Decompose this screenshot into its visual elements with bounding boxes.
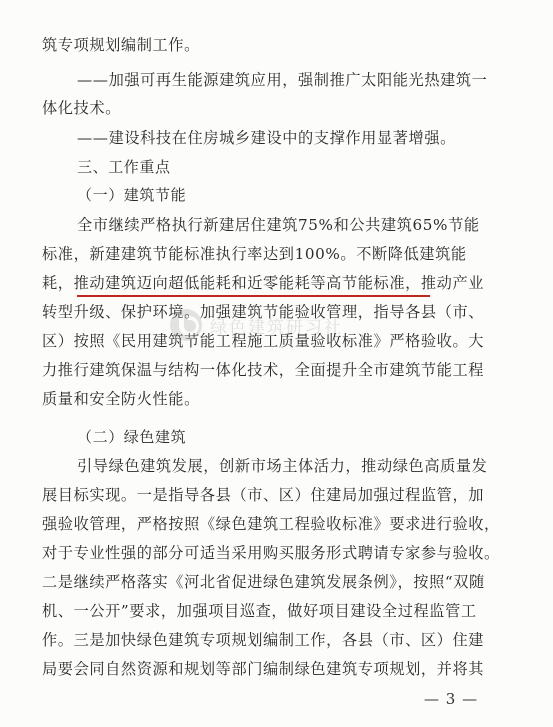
- section-heading: 三、工作重点: [77, 158, 171, 176]
- text-line-7: 全市继续严格执行新建居住建筑75%和公共建筑65%节能: [77, 216, 480, 234]
- red-underline: [77, 295, 430, 297]
- text-line-19: 二是继续严格落实《河北省促进绿色建筑发展条例》，按照“双随: [42, 573, 485, 591]
- subsection-heading-2: （二）绿色建筑: [77, 428, 187, 446]
- text-line-18: 对于专业性强的部分可适当采用购买服务形式聘请专家参与验收。: [42, 544, 500, 562]
- text-line-3: 体化技术。: [42, 99, 121, 117]
- text-line-9: 耗，推动建筑迈向超低能耗和近零能耗等高节能标准，推动产业: [42, 274, 485, 292]
- subsection-heading-1: （一）建筑节能: [77, 186, 187, 204]
- text-line-12: 力推行建筑保温与结构一体化技术，全面提升全市建筑节能工程: [42, 361, 485, 379]
- text-line-8: 标准，新建建筑节能标准执行率达到100%。不断降低建筑能: [42, 245, 467, 263]
- text-line-16: 展目标实现。一是指导各县（市、区）住建局加强过程监管，加: [42, 486, 485, 504]
- text-line-13: 质量和安全防火性能。: [42, 390, 200, 408]
- text-line-20: 机、一公开”要求，加强项目巡查，做好项目建设全过程监管工: [42, 602, 477, 620]
- text-line-11: 区）按照《民用建筑节能工程施工质量验收标准》严格验收。大: [42, 332, 485, 350]
- text-line-10: 转型升级、保护环境。加强建筑节能验收管理，指导各县（市、: [42, 303, 485, 321]
- text-line-4: ——建设科技在住房城乡建设中的支撑作用显著增强。: [77, 129, 456, 147]
- text-line-1: 筑专项规划编制工作。: [42, 36, 200, 54]
- text-line-17: 强验收管理，严格按照《绿色建筑工程验收标准》要求进行验收，: [42, 515, 500, 533]
- text-line-15: 引导绿色建筑发展，创新市场主体活力，推动绿色高质量发: [77, 457, 488, 475]
- watermark-text: 绿色建筑研习社: [210, 317, 343, 338]
- text-line-21: 作。三是加快绿色建筑专项规划编制工作，各县（市、区）住建: [42, 631, 485, 649]
- text-line-22: 局要会同自然资源和规划等部门编制绿色建筑专项规划，并将其: [42, 660, 485, 678]
- text-line-2: ——加强可再生能源建筑应用，强制推广太阳能光热建筑一: [77, 71, 488, 89]
- page-number: — 3 —: [424, 690, 479, 708]
